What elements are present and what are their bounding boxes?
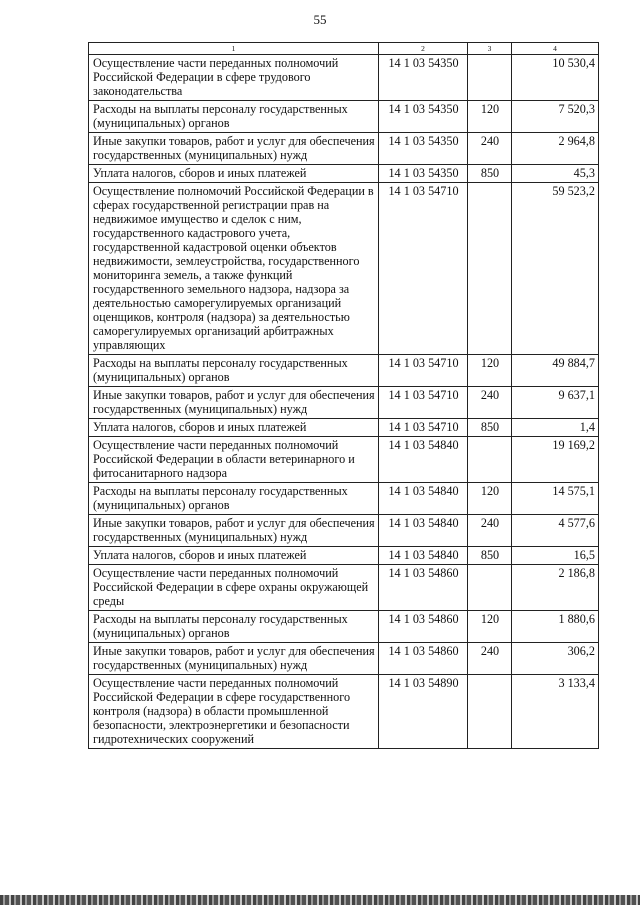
row-expense-type: 240 [468, 387, 512, 419]
table-row [89, 547, 599, 565]
row-name: Осуществление части переданных полномочий Российской Федерации в сфере государственного контроля (надзора) в области промышленной безопасности, электроэнергетики и безопасности гидротехнических сооружений [89, 675, 379, 749]
row-name: Осуществление части переданных полномочий Российской Федерации в области ветеринарного и фитосанитарного надзора [89, 437, 379, 483]
row-name: Иные закупки товаров, работ и услуг для обеспечения государственных (муниципальных) нужд [89, 133, 379, 165]
header-col-vr: 3 [468, 43, 512, 55]
table-row [89, 437, 599, 483]
table-row [89, 515, 599, 547]
row-amount: 7 520,3 [512, 101, 599, 133]
row-expense-type: 850 [468, 165, 512, 183]
table-row [89, 101, 599, 133]
row-name: Расходы на выплаты персоналу государственных (муниципальных) органов [89, 483, 379, 515]
row-amount: 1 880,6 [512, 611, 599, 643]
row-amount: 16,5 [512, 547, 599, 565]
table-row [89, 483, 599, 515]
page-number: 55 [313, 12, 327, 27]
row-expense-type: 120 [468, 355, 512, 387]
row-amount: 59 523,2 [512, 183, 599, 355]
row-code: 14 1 03 54710 [379, 387, 468, 419]
row-expense-type [468, 565, 512, 611]
header-col-name: 1 [89, 43, 379, 55]
row-code: 14 1 03 54860 [379, 565, 468, 611]
table-row [89, 419, 599, 437]
row-expense-type [468, 183, 512, 355]
row-code: 14 1 03 54860 [379, 611, 468, 643]
row-name: Иные закупки товаров, работ и услуг для обеспечения государственных (муниципальных) нужд [89, 643, 379, 675]
row-code: 14 1 03 54710 [379, 183, 468, 355]
table-row [89, 675, 599, 749]
row-expense-type: 120 [468, 611, 512, 643]
row-name: Иные закупки товаров, работ и услуг для обеспечения государственных (муниципальных) нужд [89, 515, 379, 547]
row-code: 14 1 03 54710 [379, 419, 468, 437]
row-name: Осуществление части переданных полномочий Российской Федерации в сфере трудового законодательства [89, 55, 379, 101]
row-expense-type [468, 675, 512, 749]
row-name: Уплата налогов, сборов и иных платежей [89, 165, 379, 183]
row-code: 14 1 03 54840 [379, 437, 468, 483]
row-amount: 306,2 [512, 643, 599, 675]
scan-edge-artifact [0, 895, 640, 905]
row-expense-type: 850 [468, 547, 512, 565]
row-name: Расходы на выплаты персоналу государственных (муниципальных) органов [89, 355, 379, 387]
row-code: 14 1 03 54350 [379, 133, 468, 165]
table-row [89, 183, 599, 355]
row-expense-type [468, 55, 512, 101]
row-expense-type: 240 [468, 515, 512, 547]
row-name: Расходы на выплаты персоналу государственных (муниципальных) органов [89, 101, 379, 133]
row-code: 14 1 03 54860 [379, 643, 468, 675]
budget-table [88, 42, 599, 749]
row-code: 14 1 03 54840 [379, 547, 468, 565]
row-amount: 4 577,6 [512, 515, 599, 547]
row-name: Уплата налогов, сборов и иных платежей [89, 419, 379, 437]
row-amount: 45,3 [512, 165, 599, 183]
row-name: Осуществление полномочий Российской Федерации в сферах государственной регистрации прав на недвижимое имущество и сделок с ним, государственного кадастрового учета, государственной кадастровой оценки объектов недвижимости, землеустройства, государственного мониторинга земель, а также функций государственного земельного надзора, надзора за деятельностью саморегулируемых организаций оценщиков, контроля (надзора) за деятельностью саморегулируемых организаций арбитражных управляющих [89, 183, 379, 355]
table-row [89, 133, 599, 165]
row-expense-type: 120 [468, 101, 512, 133]
row-code: 14 1 03 54350 [379, 101, 468, 133]
row-code: 14 1 03 54350 [379, 55, 468, 101]
row-name: Расходы на выплаты персоналу государственных (муниципальных) органов [89, 611, 379, 643]
row-code: 14 1 03 54840 [379, 483, 468, 515]
row-expense-type: 240 [468, 643, 512, 675]
header-col-code: 2 [379, 43, 468, 55]
table-row [89, 611, 599, 643]
row-expense-type: 120 [468, 483, 512, 515]
row-amount: 2 186,8 [512, 565, 599, 611]
header-col-amount: 4 [512, 43, 599, 55]
row-expense-type: 240 [468, 133, 512, 165]
row-code: 14 1 03 54840 [379, 515, 468, 547]
table-row [89, 565, 599, 611]
table-header-row [89, 43, 599, 55]
row-amount: 14 575,1 [512, 483, 599, 515]
table-body [89, 55, 599, 749]
table-row [89, 355, 599, 387]
table-row [89, 387, 599, 419]
table-row [89, 55, 599, 101]
row-name: Уплата налогов, сборов и иных платежей [89, 547, 379, 565]
row-amount: 3 133,4 [512, 675, 599, 749]
row-code: 14 1 03 54710 [379, 355, 468, 387]
row-code: 14 1 03 54350 [379, 165, 468, 183]
row-amount: 49 884,7 [512, 355, 599, 387]
row-amount: 9 637,1 [512, 387, 599, 419]
table-row [89, 165, 599, 183]
row-expense-type [468, 437, 512, 483]
table-row [89, 643, 599, 675]
row-code: 14 1 03 54890 [379, 675, 468, 749]
row-amount: 1,4 [512, 419, 599, 437]
row-amount: 19 169,2 [512, 437, 599, 483]
row-expense-type: 850 [468, 419, 512, 437]
row-name: Иные закупки товаров, работ и услуг для обеспечения государственных (муниципальных) нужд [89, 387, 379, 419]
row-name: Осуществление части переданных полномочий Российской Федерации в сфере охраны окружающей среды [89, 565, 379, 611]
row-amount: 2 964,8 [512, 133, 599, 165]
row-amount: 10 530,4 [512, 55, 599, 101]
